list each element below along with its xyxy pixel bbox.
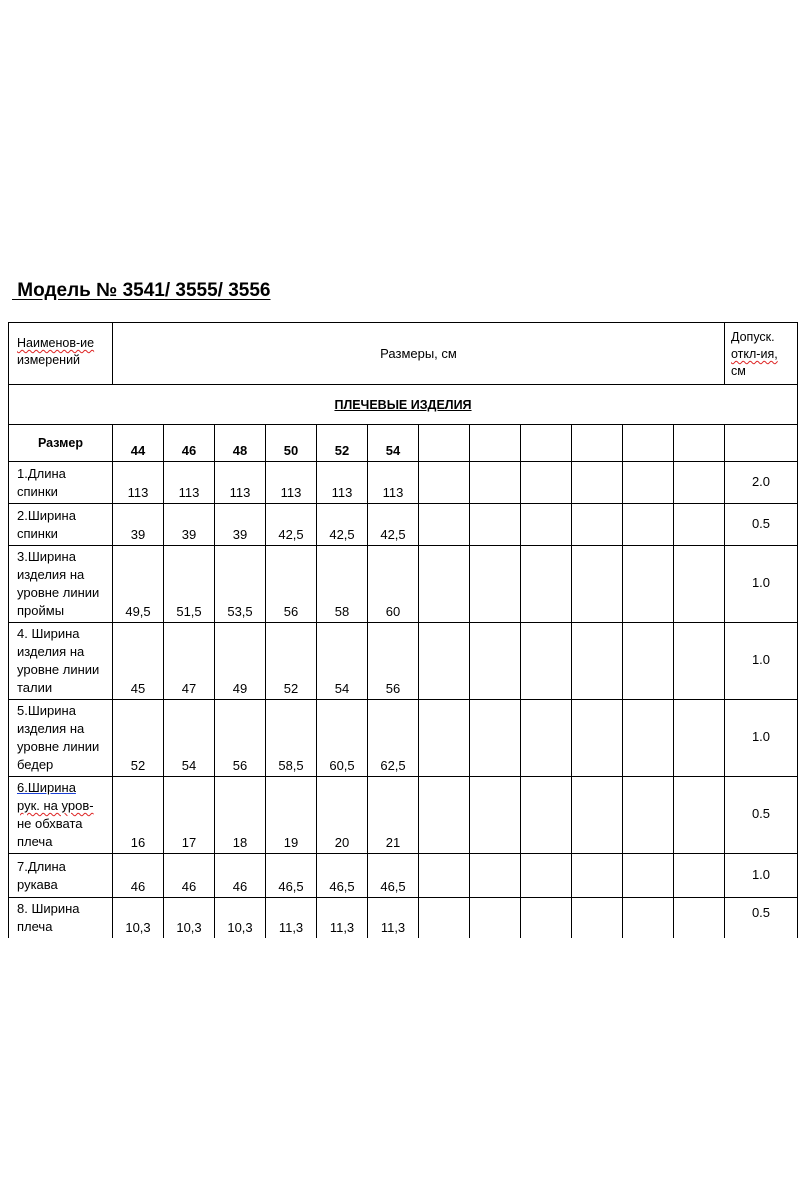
table-row	[9, 462, 798, 504]
table-cell: 11,3	[317, 898, 368, 939]
size-46: 46	[164, 425, 215, 462]
table-row	[9, 623, 798, 700]
table-cell: 113	[317, 462, 368, 504]
table-cell: 10,3	[164, 898, 215, 939]
table-cell: 45	[113, 623, 164, 700]
table-cell: 39	[215, 504, 266, 546]
size-50: 50	[266, 425, 317, 462]
table-row	[9, 777, 798, 854]
measurement-name: 4. Ширина изделия на уровне линии талии	[9, 623, 113, 700]
table-cell: 21	[368, 777, 419, 854]
table-cell: 42,5	[317, 504, 368, 546]
table-cell: 62,5	[368, 700, 419, 777]
table-row	[9, 546, 798, 623]
table-cell: 46	[113, 854, 164, 898]
measurement-name: 2.Ширина спинки	[9, 504, 113, 546]
tolerance-cell: 1.0	[725, 546, 798, 623]
measurement-table	[8, 322, 798, 938]
section-title: ПЛЕЧЕВЫЕ ИЗДЕЛИЯ	[9, 385, 798, 425]
tolerance-cell: 0.5	[725, 777, 798, 854]
size-52: 52	[317, 425, 368, 462]
tolerance-cell: 0.5	[725, 898, 798, 939]
sizes-header: Размеры, см	[113, 323, 725, 385]
table-cell: 58	[317, 546, 368, 623]
table-cell: 60	[368, 546, 419, 623]
tolerance-cell: 1.0	[725, 700, 798, 777]
measurement-name: 3.Ширина изделия на уровне линии проймы	[9, 546, 113, 623]
table-cell: 11,3	[368, 898, 419, 939]
measurement-name: 6.Ширина рук. на уров- не обхвата плеча	[9, 777, 113, 854]
table-cell: 10,3	[113, 898, 164, 939]
table-cell: 49	[215, 623, 266, 700]
measurement-name: 7.Длина рукава	[9, 854, 113, 898]
table-cell: 46,5	[368, 854, 419, 898]
table-cell: 46,5	[266, 854, 317, 898]
table-row	[9, 854, 798, 898]
tolerance-cell: 1.0	[725, 854, 798, 898]
table-cell: 113	[266, 462, 317, 504]
table-cell: 52	[266, 623, 317, 700]
table-cell: 113	[113, 462, 164, 504]
table-cell: 10,3	[215, 898, 266, 939]
table-cell: 56	[368, 623, 419, 700]
name-header-line2: измерений	[17, 353, 81, 367]
table-cell: 54	[317, 623, 368, 700]
table-cell: 39	[113, 504, 164, 546]
table-cell: 54	[164, 700, 215, 777]
measurement-table-frame	[8, 322, 798, 938]
table-cell: 46	[164, 854, 215, 898]
table-row	[9, 898, 798, 939]
table-cell: 53,5	[215, 546, 266, 623]
measurement-name: 5.Ширина изделия на уровне линии бедер	[9, 700, 113, 777]
table-cell: 52	[113, 700, 164, 777]
size-48: 48	[215, 425, 266, 462]
size-54: 54	[368, 425, 419, 462]
table-cell: 42,5	[368, 504, 419, 546]
table-cell: 113	[164, 462, 215, 504]
tolerance-header-line1: Допуск.	[731, 330, 775, 344]
table-cell: 47	[164, 623, 215, 700]
tolerance-header	[725, 323, 798, 385]
table-cell: 19	[266, 777, 317, 854]
tolerance-header-line3: см	[731, 364, 746, 378]
table-cell: 56	[215, 700, 266, 777]
table-cell: 42,5	[266, 504, 317, 546]
table-cell: 46	[215, 854, 266, 898]
table-row	[9, 504, 798, 546]
size-row-label: Размер	[9, 425, 113, 462]
tolerance-cell: 1.0	[725, 623, 798, 700]
table-cell: 17	[164, 777, 215, 854]
measurement-name: 1.Длина спинки	[9, 462, 113, 504]
measurement-name: 8. Ширина плеча	[9, 898, 113, 939]
tolerance-cell: 2.0	[725, 462, 798, 504]
table-cell: 39	[164, 504, 215, 546]
table-cell: 18	[215, 777, 266, 854]
table-cell: 20	[317, 777, 368, 854]
page-title: Модель № 3541/ 3555/ 3556	[12, 280, 271, 301]
table-cell: 58,5	[266, 700, 317, 777]
table-cell: 56	[266, 546, 317, 623]
name-header-line1: Наименов-ие	[17, 336, 95, 350]
header-row	[9, 323, 798, 385]
table-row	[9, 700, 798, 777]
tolerance-cell: 0.5	[725, 504, 798, 546]
table-cell: 46,5	[317, 854, 368, 898]
size-row	[9, 425, 798, 462]
tolerance-header-line2: откл-ия,	[731, 347, 778, 361]
table-cell: 11,3	[266, 898, 317, 939]
table-cell: 16	[113, 777, 164, 854]
size-44: 44	[113, 425, 164, 462]
table-cell: 60,5	[317, 700, 368, 777]
section-row	[9, 385, 798, 425]
table-cell: 113	[368, 462, 419, 504]
table-cell: 51,5	[164, 546, 215, 623]
measurement-name-header	[9, 323, 113, 385]
table-cell: 49,5	[113, 546, 164, 623]
table-cell: 113	[215, 462, 266, 504]
